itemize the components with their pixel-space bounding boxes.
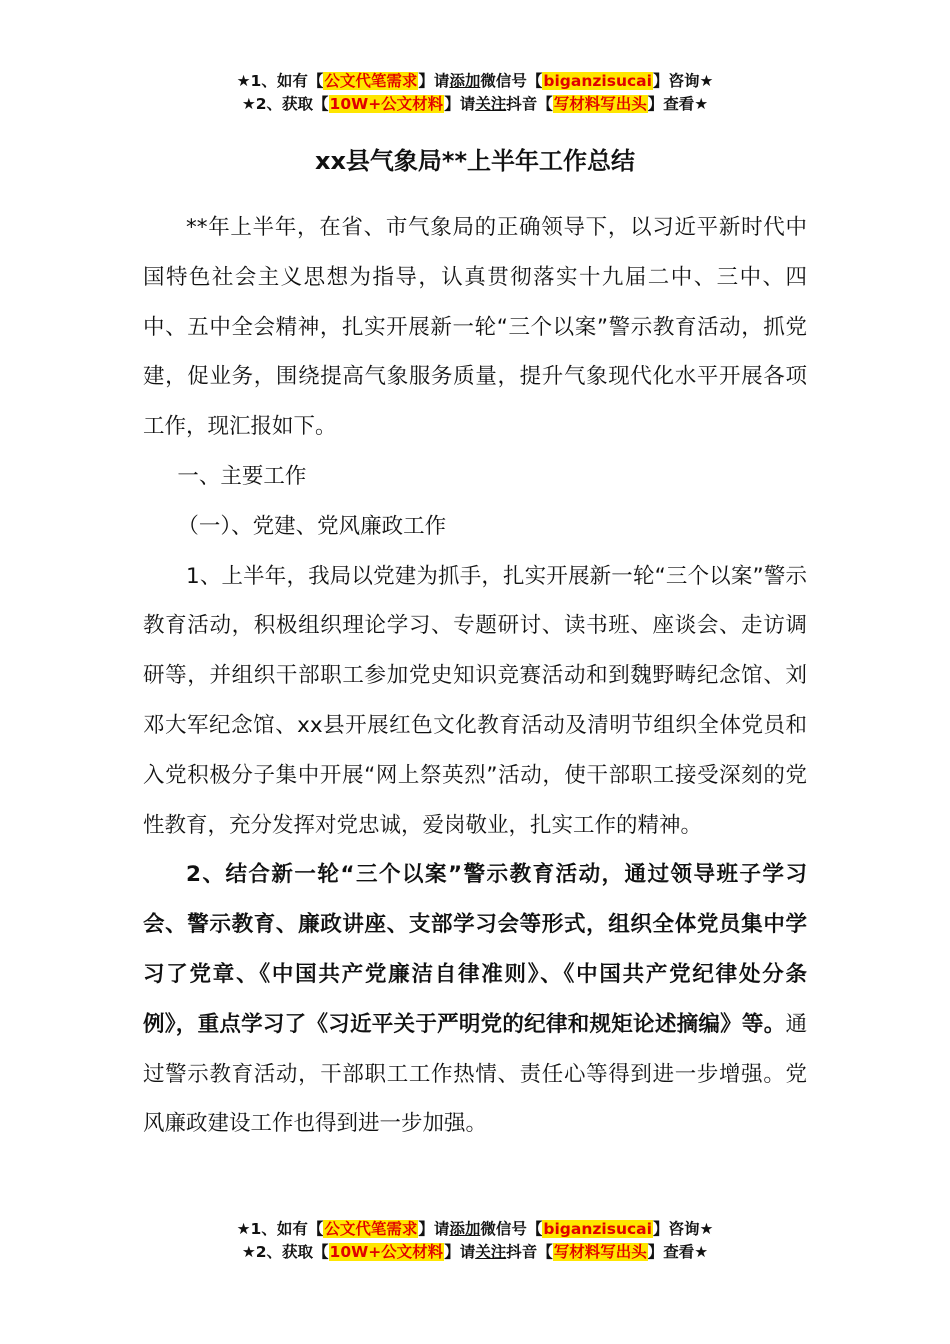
subsection-heading: （一）、党建、党风廉政工作 — [177, 513, 447, 539]
intro-paragraph: **年上半年，在省、市气象局的正确领导下，以习近平新时代中国特色社会主义思想为指导，认真贯彻落实十九届二中、三中、四中、五中全会精神，扎实开展新一轮“三个以案”警示教育活动，抓党建，促业务，围绕提高气象服务质量，提升气象现代化水平开展各项工作，现汇报如下。 — [143, 215, 807, 440]
promo-highlight: 写材料写出头 — [553, 1243, 647, 1261]
promo-line-1 — [0, 1218, 950, 1241]
item-paragraph-1: 1、上半年，我局以党建为抓手，扎实开展新一轮“三个以案”警示教育活动，积极组织理论学习、专题研讨、读书班、座谈会、走访调研等，并组织干部职工参加党史知识竞赛活动和到魏野畴纪念馆、刘邓大军纪念馆、xx县开展红色文化教育活动及清明节组织全体党员和入党积极分子集中开展“网上祭英烈”活动，使干部职工接受深刻的党性教育，充分发挥对党忠诚，爱岗敬业，扎实工作的精神。 — [143, 563, 807, 838]
promo-text: 】请 — [418, 1220, 450, 1238]
promo-text: ★2、获取【 — [241, 95, 329, 113]
promo-text: 】请 — [418, 72, 450, 90]
promo-text: 】咨询★ — [652, 72, 714, 90]
promo-text: 微信号【 — [480, 72, 543, 90]
promo-underlined: 关注 — [475, 1243, 507, 1261]
section-heading: 一、主要工作 — [177, 463, 307, 489]
promo-highlight: biganzisucai — [543, 1220, 652, 1238]
promo-text: 】咨询★ — [652, 1220, 714, 1238]
promo-line-2 — [0, 1241, 950, 1264]
item-2-text: 通过警示教育活动，干部职工工作热情、责任心等得到进一步增强。党风廉政建设工作也得到进一步加强。 — [143, 1011, 807, 1137]
promo-highlight: 写材料写出头 — [553, 95, 647, 113]
promo-text: 】请 — [444, 1243, 476, 1261]
promo-highlight: 10W+公文材料 — [329, 1243, 444, 1261]
promo-highlight: 公文代笔需求 — [324, 1220, 418, 1238]
promo-highlight: biganzisucai — [543, 72, 652, 90]
promo-line-1 — [0, 70, 950, 93]
promo-line-2 — [0, 93, 950, 116]
promo-text: ★1、如有【 — [236, 72, 324, 90]
document-body — [143, 203, 807, 1149]
promo-text: 】查看★ — [647, 95, 709, 113]
promo-text: ★1、如有【 — [236, 1220, 324, 1238]
promo-text: 微信号【 — [480, 1220, 543, 1238]
promo-banner-bottom — [0, 1218, 950, 1264]
promo-text: 抖音【 — [506, 1243, 553, 1261]
promo-highlight: 10W+公文材料 — [329, 95, 444, 113]
promo-text: 抖音【 — [506, 95, 553, 113]
promo-banner-top — [0, 70, 950, 116]
promo-underlined: 添加 — [449, 1220, 481, 1238]
promo-underlined: 添加 — [449, 72, 481, 90]
promo-text: 】查看★ — [647, 1243, 709, 1261]
promo-text: ★2、获取【 — [241, 1243, 329, 1261]
document-title: xx县气象局**上半年工作总结 — [314, 147, 636, 175]
promo-underlined: 关注 — [475, 95, 507, 113]
promo-highlight: 公文代笔需求 — [324, 72, 418, 90]
item-paragraph-2 — [143, 850, 807, 1149]
promo-text: 】请 — [444, 95, 476, 113]
item-2-bold-text: 2、结合新一轮“三个以案”警示教育活动，通过领导班子学习会、警示教育、廉政讲座、支部学习会等形式，组织全体党员集中学习了党章、《中国共产党廉洁自律准则》、《中国共产党纪律处分条例》，重点学习了《习近平关于严明党的纪律和规矩论述摘编》等。 — [143, 862, 807, 1037]
